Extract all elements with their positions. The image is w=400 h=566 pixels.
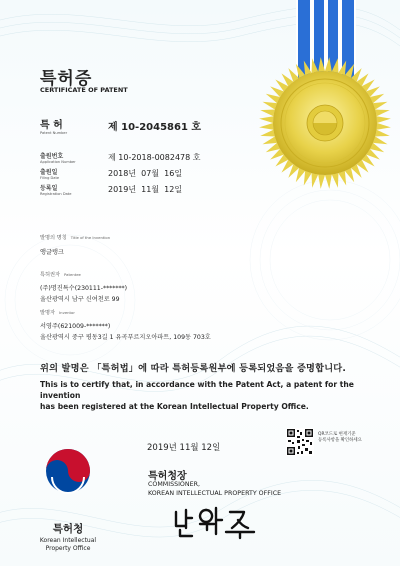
registration-date: 2019년 11월 12일 — [108, 185, 183, 194]
seal-ray — [304, 61, 312, 75]
issue-date: 2019년 11월 12일 — [147, 443, 221, 453]
commissioner-en-line2: KOREAN INTELLECTUAL PROPERTY OFFICE — [148, 489, 282, 497]
commissioner-title-en — [148, 481, 281, 498]
commissioner-en-line1: COMMISSIONER, — [148, 481, 200, 488]
statement-en-line1: This is to certify that, in accordance with the Patent Act, a patent for the invention — [40, 380, 354, 400]
seal-ray — [332, 173, 339, 188]
seal-ray — [375, 130, 390, 137]
commissioner-title-kr: 특허청장 — [148, 471, 187, 482]
registration-date-label — [40, 183, 71, 196]
certification-statement-en — [40, 379, 380, 412]
certificate-title: 특허증 — [40, 69, 93, 89]
invention-title: 앵글탱크 — [40, 249, 64, 256]
seal-ray — [332, 58, 339, 73]
inventor-label-en: Inventor — [59, 310, 75, 315]
invention-label-en: Title of the Invention — [70, 235, 111, 240]
inventor-address: 울산광역시 중구 평동3길 1 유곡푸르지오아파트, 109동 703호 — [40, 334, 211, 341]
application-number: 제 10-2018-0082478 호 — [108, 153, 201, 162]
seal-ray — [325, 175, 332, 189]
seal-ray — [373, 136, 387, 144]
patentee-address: 울산광역시 남구 신여천로 99 — [40, 296, 120, 303]
filing-label-en: Filing Date — [40, 176, 60, 180]
office-en-line1: Korean Intellectual — [39, 537, 97, 544]
certification-statement-kr: 위의 발명은 「특허법」에 따라 특허등록원부에 등록되었음을 증명합니다. — [40, 363, 347, 374]
filing-label-kr: 출원일 — [40, 169, 58, 176]
patent-number-label — [40, 116, 67, 135]
qr-code-note — [318, 432, 362, 444]
patentee-label-kr: 특허권자 — [40, 272, 61, 278]
filing-date-label — [40, 167, 59, 180]
filing-date: 2018년 07월 16일 — [108, 169, 183, 178]
seal-ray — [377, 123, 391, 130]
seal-ray — [377, 116, 391, 123]
seal-ray — [304, 171, 312, 185]
seal-ray — [260, 130, 275, 137]
seal-ray — [318, 175, 325, 189]
seal-ray — [312, 173, 319, 188]
registration-label-en: Registration Date — [40, 192, 72, 196]
gold-seal-icon — [256, 54, 394, 192]
patentee-section — [40, 261, 127, 303]
office-en-line2: Property Office — [45, 545, 91, 552]
office-name-en — [30, 537, 106, 553]
patent-label-en: Patent Number — [40, 131, 68, 135]
seal-ray — [263, 102, 277, 110]
patent-label-kr: 특 허 — [40, 120, 63, 131]
patent-number: 제 10-2045861 호 — [108, 122, 202, 133]
seal-ray — [338, 171, 346, 185]
registration-label-kr: 등록일 — [40, 185, 58, 192]
seal-ray — [338, 61, 346, 75]
patentee-name: (주)명진특수(230111-*******) — [40, 285, 128, 292]
kipo-taegeuk-logo-icon — [44, 447, 92, 495]
patentee-label-en: Patentee — [64, 272, 81, 277]
seal-ray — [259, 123, 273, 130]
inventor-label-kr: 발명자 — [40, 310, 56, 316]
invention-section — [40, 224, 110, 256]
seal-ray — [260, 110, 275, 117]
seal-ray — [318, 57, 325, 71]
seal-ray — [263, 136, 277, 144]
application-label-en: Application Number — [40, 160, 76, 164]
inventor-name: 서영주(621009-*******) — [40, 323, 111, 330]
seal-ray — [325, 57, 332, 71]
qr-code-icon[interactable] — [286, 428, 314, 456]
application-label-kr: 출원번호 — [40, 153, 64, 160]
application-number-label — [40, 151, 76, 164]
seal-ray — [312, 58, 319, 73]
office-name-kr: 특허청 — [52, 523, 84, 535]
qr-note-line1: QR코드로 현재기준 — [318, 432, 356, 437]
seal-ray — [375, 110, 390, 117]
statement-en-line2: has been registered at the Korean Intellectual Property Office. — [40, 402, 309, 411]
invention-label-kr: 발명의 명칭 — [40, 235, 67, 241]
seal-ray — [259, 116, 273, 123]
inventor-section — [40, 299, 211, 341]
qr-note-line2: 등록사항을 확인하세요 — [318, 438, 362, 443]
seal-ray — [373, 102, 387, 110]
certificate-subtitle: CERTIFICATE OF PATENT — [40, 86, 128, 94]
commissioner-signature-icon — [170, 502, 260, 540]
